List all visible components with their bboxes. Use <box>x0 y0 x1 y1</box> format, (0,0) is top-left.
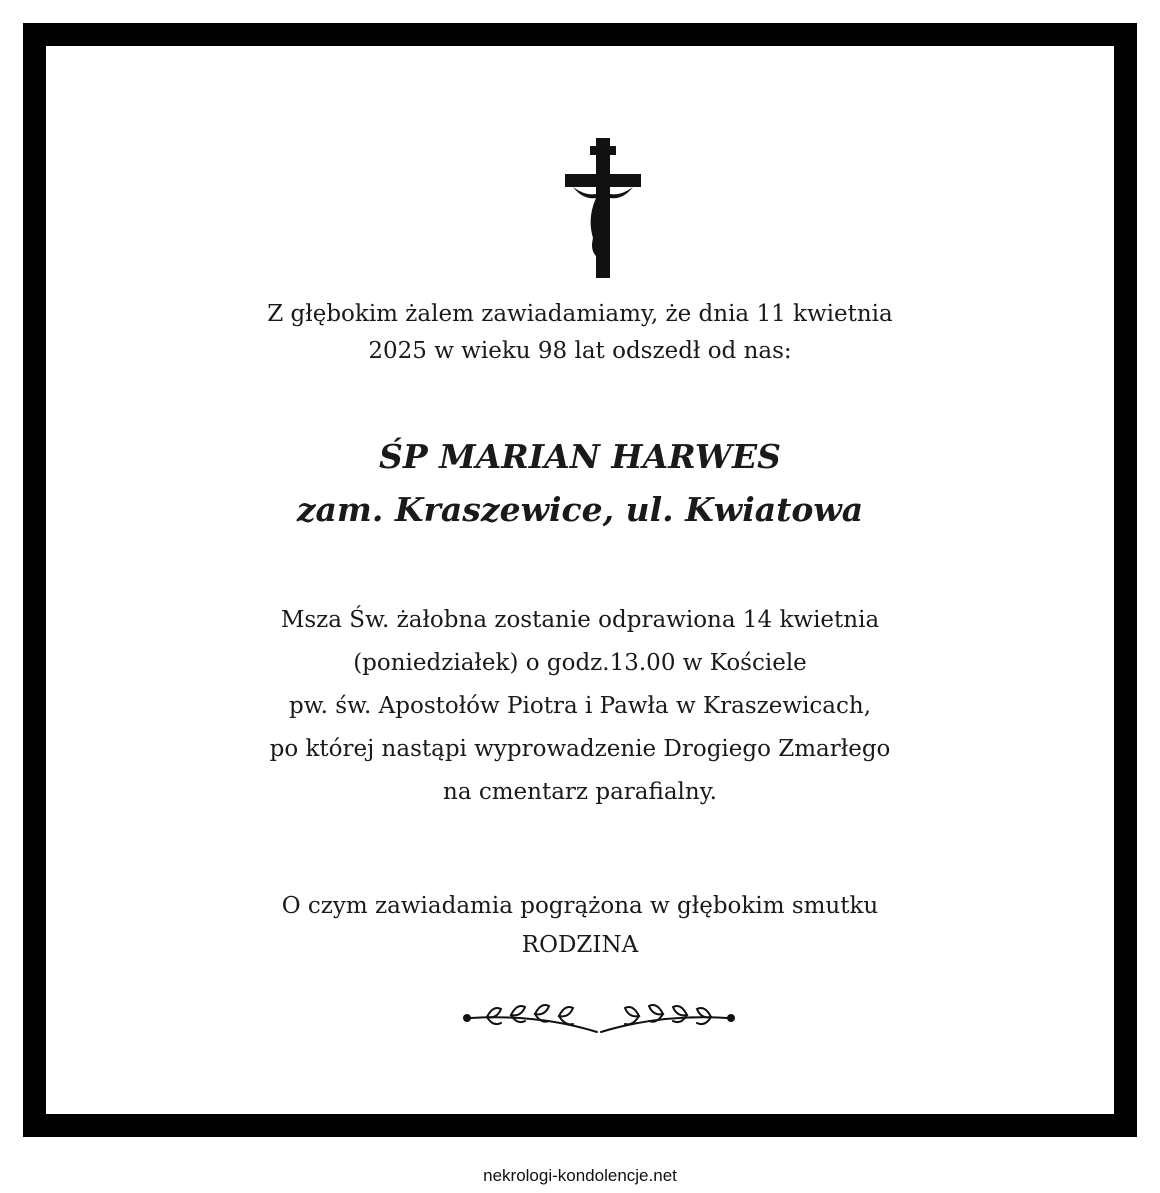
deceased-address: zam. Kraszewice, ul. Kwiatowa <box>296 490 864 529</box>
mass-line: po której nastąpi wyprowadzenie Drogiego Zmarłego <box>269 736 891 762</box>
mass-details <box>46 599 1114 814</box>
intro-line: Z głębokim żalem zawiadamiamy, że dnia 11 kwietnia <box>267 301 893 327</box>
closing-text <box>46 887 1114 965</box>
mass-line: pw. św. Apostołów Piotra i Pawła w Kraszewicach, <box>288 693 872 719</box>
deceased-block <box>46 430 1114 536</box>
mass-line: na cmentarz parafialny. <box>443 779 717 805</box>
closing-line: O czym zawiadamia pogrążona w głębokim smutku <box>281 893 879 919</box>
family-signature: RODZINA <box>521 932 639 958</box>
intro-text <box>46 296 1114 370</box>
deceased-name: ŚP MARIAN HARWES <box>379 437 781 476</box>
crucifix-icon <box>563 138 643 278</box>
laurel-branches-icon <box>459 996 739 1041</box>
mass-line: Msza Św. żałobna zostanie odprawiona 14 kwietnia <box>280 607 880 633</box>
site-footer: nekrologi-kondolencje.net <box>483 1166 677 1185</box>
mass-line: (poniedziałek) o godz.13.00 w Kościele <box>353 650 807 676</box>
obituary-frame <box>23 23 1137 1137</box>
intro-line: 2025 w wieku 98 lat odszedł od nas: <box>368 338 792 364</box>
